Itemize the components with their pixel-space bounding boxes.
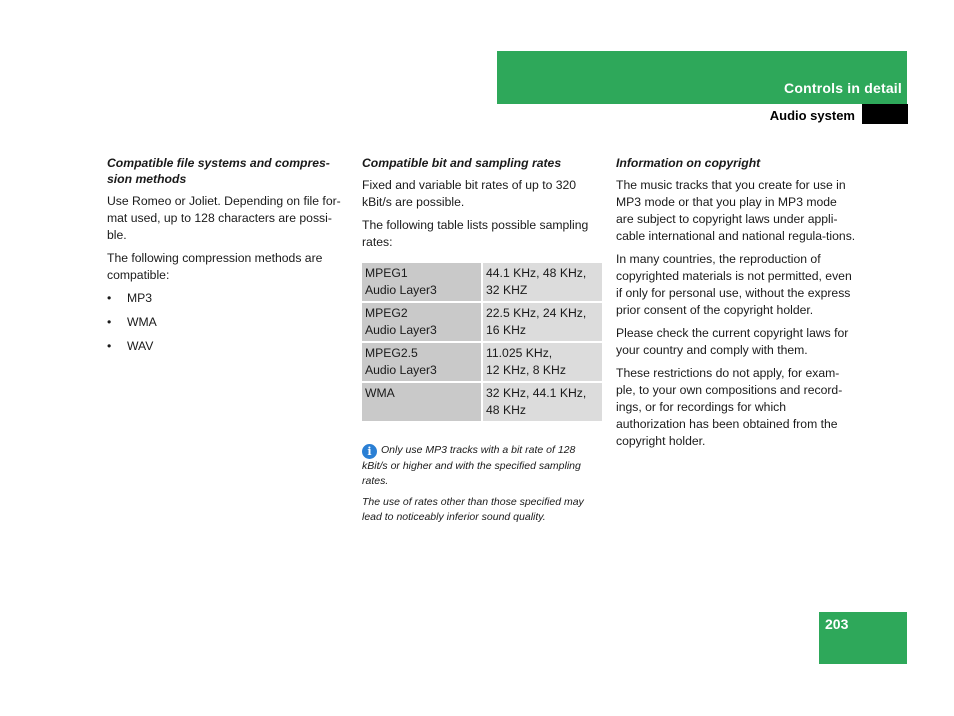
bullet-icon: • — [107, 315, 112, 329]
rates-cell: 44.1 KHz, 48 KHz, 32 KHZ — [482, 263, 602, 302]
table-row — [362, 342, 602, 382]
column-file-systems — [107, 155, 347, 362]
note-text: Only use MP3 tracks with a bit rate of 128 kBit/s or higher and with the specified sampling rates. — [362, 444, 581, 487]
bullet-icon: • — [107, 291, 112, 305]
bullet-icon: • — [107, 339, 112, 353]
list-item: • WMA — [107, 315, 157, 329]
table-row — [362, 263, 602, 302]
format-cell: MPEG2.5 Audio Layer3 — [362, 342, 482, 382]
compression-list — [107, 290, 347, 355]
rates-cell: 22.5 KHz, 24 KHz, 16 KHz — [482, 302, 602, 342]
copyright-paragraph: These restrictions do not apply, for exam-ple, to your own compositions and record-ings, or for recordings for which authorization has been obtained from the copyright holder. — [616, 366, 843, 448]
format-cell: MPEG1 Audio Layer3 — [362, 263, 482, 302]
column-copyright — [616, 155, 856, 456]
table-intro: The following table lists possible sampling rates: — [362, 218, 589, 249]
copyright-heading: Information on copyright — [616, 156, 761, 170]
page-number: 203 — [825, 616, 849, 632]
copyright-paragraph: In many countries, the reproduction of copyrighted materials is not permitted, even if only for personal use, without the express prior consent of the copyright holder. — [616, 252, 852, 317]
compression-intro: The following compression methods are compatible: — [107, 251, 323, 282]
list-item: • WAV — [107, 339, 154, 353]
section-title: Audio system — [769, 108, 855, 123]
column-bit-rates — [362, 155, 602, 531]
list-item: • MP3 — [107, 291, 153, 305]
info-icon: i — [362, 444, 377, 459]
table-row — [362, 382, 602, 422]
file-systems-heading: Compatible file systems and compres-sion methods — [107, 156, 330, 186]
bit-rates-heading: Compatible bit and sampling rates — [362, 156, 562, 170]
note-text: The use of rates other than those specified may lead to noticeably inferior sound quality. — [362, 496, 584, 523]
format-cell: MPEG2 Audio Layer3 — [362, 302, 482, 342]
rates-cell: 32 KHz, 44.1 KHz, 48 KHz — [482, 382, 602, 422]
format-cell: WMA — [362, 382, 482, 422]
header-bar — [497, 51, 907, 104]
copyright-paragraph: The music tracks that you create for use in MP3 mode or that you play in MP3 mode are subject to copyright laws under appli-cable international and national regula-tions. — [616, 178, 856, 243]
sampling-rates-table — [362, 263, 602, 423]
bit-rates-paragraph: Fixed and variable bit rates of up to 320 kBit/s are possible. — [362, 178, 577, 209]
file-systems-paragraph: Use Romeo or Joliet. Depending on file for-mat used, up to 128 characters are possi-ble. — [107, 194, 341, 242]
rates-cell: 11.025 KHz, 12 KHz, 8 KHz — [482, 342, 602, 382]
section-tab-marker — [862, 104, 908, 124]
chapter-title: Controls in detail — [784, 80, 902, 96]
info-note — [362, 443, 602, 524]
table-row — [362, 302, 602, 342]
copyright-paragraph: Please check the current copyright laws for your country and comply with them. — [616, 326, 849, 357]
